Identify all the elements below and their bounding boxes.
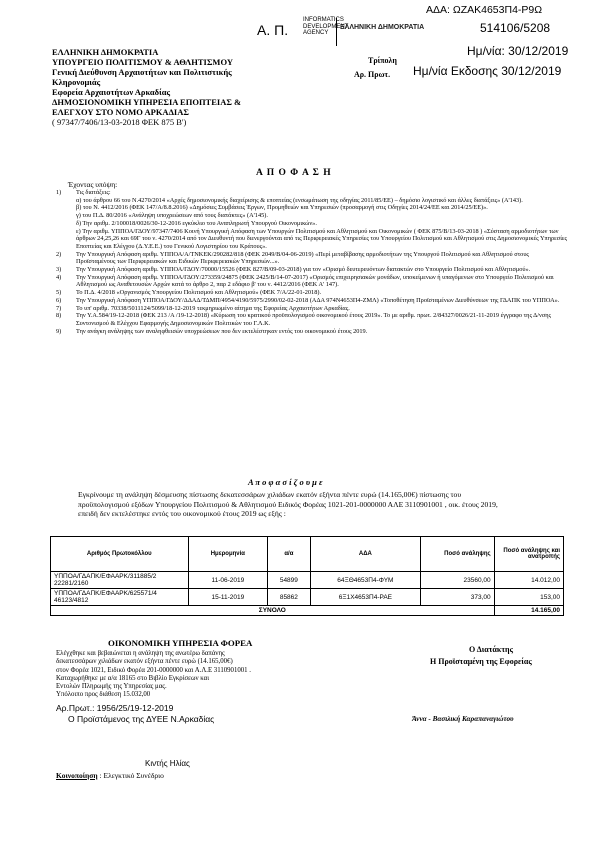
informatics-agency-label: [303, 17, 349, 37]
notification-label: Κοινοποίηση: [56, 771, 98, 780]
finance-certification: [56, 650, 326, 700]
finance-line: στον Φορέα 1021, Ειδικό Φορέα 201-0000000 και Α.Λ.Ε 3110901001 .: [56, 666, 251, 674]
notification-line: [56, 771, 164, 780]
header-line: ΥΠΟΥΡΓΕΙΟ ΠΟΛΙΤΙΣΜΟΥ & ΑΘΛΗΤΙΣΜΟΥ: [52, 57, 233, 67]
finance-line: Υπόλοιπο προς διάθεση 15.032,00: [56, 691, 151, 699]
finance-signer-name: Κιντής Ηλίας: [145, 759, 190, 768]
list-item: 1) Τις διατάξεις:: [56, 189, 111, 196]
issue-date: Ημ/νία Εκδοσης 30/12/2019: [413, 64, 562, 78]
finance-line: Καταχωρήθηκε με α/α 18165 στο Βιβλίο Εγκρίσεων και: [56, 674, 210, 682]
column-header: Ποσό ανάληψης: [421, 537, 494, 572]
finance-head: Ο Προϊστάμενος της ΔΥΕΕ Ν.Αρκαδίας: [68, 714, 215, 724]
column-header: ΑΔΑ: [310, 537, 421, 572]
document-title: Α Π Ο Φ Α Σ Η: [256, 168, 332, 178]
signer-name: Άννα - Βασιλική Καραπαναγιώτου: [412, 715, 514, 723]
ada-cell: 6Ξ1Χ4653Π4-ΡΑΕ: [310, 589, 421, 606]
list-item: 6) Την Υπουργική Απόφαση ΥΠΠΟΑ/ΓΔΟΥ/ΔΔΑΔ/ΤΔΜΠ/4954/4190/5975/2990/02-02-2018 (ΑΔΑ 974Ν4653Π4-ΖΜΛ) «Τοποθέτηση Προϊσταμένων Διευθύνσεων της ΓΔΑΠΚ του ΥΠΠΟΑ».: [56, 296, 560, 304]
issuer-header: [52, 47, 282, 127]
finance-protocol: Αρ.Πρωτ.: 1956/25/19-12-2019: [56, 703, 174, 713]
protocol-prefix: Α. Π.: [257, 22, 289, 38]
stamp-overprint: ΕΛΛΗΝΙΚΗ ΔΗΜΟΚΡΑΤΙΑ: [340, 24, 425, 31]
finance-line: δεκατεσσάρων χιλιάδων εκατόν εξήντα πέντε ευρώ (14.165,00€): [56, 658, 233, 666]
signer-role: Ο Διατάκτης: [469, 645, 513, 654]
header-line: ΕΛΕΓΧΟΥ ΣΤΟ ΝΟΜΟ ΑΡΚΑΔΙΑΣ: [52, 107, 189, 117]
serial-cell: 54899: [268, 572, 310, 589]
table-row: [51, 589, 564, 606]
total-label: ΣΥΝΟΛΟ: [51, 606, 495, 616]
list-item: δ) Την αριθμ. 2/100018/0026/30-12-2016 εγκύκλιο του Αναπληρωτή Υπουργού Οικονομικών».: [76, 219, 317, 227]
stamp-divider: [336, 18, 337, 46]
date-cell: 11-06-2019: [188, 572, 268, 589]
column-header: α/α: [268, 537, 310, 572]
serial-cell: 85862: [268, 589, 310, 606]
column-header: Ποσό ανάληψης και ανατροπής: [494, 537, 563, 572]
list-item: 7) Το υπ' αριθμ. 70338/5011124/5099/18-12-2019 τεκμηριωμένο αίτημα της Εφορείας Αρχαιοτήτων Αρκαδίας.: [56, 304, 350, 312]
ada-cell: 64ΞΘ4653Π4-ΦΥΜ: [310, 572, 421, 589]
table-header-row: [51, 537, 564, 572]
column-header: Ημερομηνία: [188, 537, 268, 572]
date-cell: 15-11-2019: [188, 589, 268, 606]
total-value: 14.165,00: [494, 606, 563, 616]
header-line: Εφορεία Αρχαιοτήτων Αρκαδίας: [52, 87, 171, 97]
finance-line: Εντολών Πληρωμής της Υπηρεσίας μας.: [56, 683, 167, 691]
considerations-list: [56, 189, 568, 335]
list-item: 2) Την Υπουργική Απόφαση αριθμ. ΥΠΠΟΑ/Α/ΤΝΚΕΚ/290282/818 (ΦΕΚ 2049/Β/04-06-2019) «Περί μεταβίβασης αρμοδιοτήτων της Υπουργού Πολιτισμού και Αθλητισμού στους Προϊσταμένους των Περιφερειακών και Ειδικών Περιφερειακών Υπηρεσιών...».: [56, 250, 529, 266]
protocol-cell: ΥΠΠΟΑ/ΓΔΑΠΚ/ΕΦΑΑΡΚ/311885/2 22281/2160: [51, 572, 189, 589]
commitments-table: [50, 536, 564, 616]
protocol-number: 514106/5208: [480, 21, 551, 35]
amount-cell: 373,00: [421, 589, 494, 606]
finance-line: Ελέγχθηκε και βεβαιώνεται η ανάληψη της ανωτέρω δαπάνης: [56, 650, 225, 657]
protocol-label: Αρ. Πρωτ.: [354, 70, 391, 79]
intro-text: Έχοντας υπόψη:: [68, 180, 118, 189]
amount-cell: 23560,00: [421, 572, 494, 589]
column-header: Αριθμός Πρωτοκόλλου: [51, 537, 189, 572]
signer-title: Η Προϊσταμένη της Εφορείας: [430, 657, 532, 666]
decision-text: Εγκρίνουμε τη ανάληψη δέσμευσης πίστωσης δεκατεσσάρων χιλιάδων εκατόν εξήντα πέντε ευρώ (14.165,00€) πίστωσης του προϋπολογισμού εξόδων Υπουργείου Πολιτισμού & Αθλητισμού Ειδικός Φορέας 1021-201-0000000 ΑΛΕ 3110901001 , οικ. έτους 2019, επειδή δεν εκτελέστηκε εντός του οικονομικού έτους 2019 ως εξής :: [78, 490, 498, 519]
stamp-date: Ημ/νία: 30/12/2019: [467, 44, 569, 58]
header-line: ΔΗΜΟΣΙΟΝΟΜΙΚΗ ΥΠΗΡΕΣΙΑ ΕΠΟΠΤΕΙΑΣ &: [52, 97, 242, 107]
table-total-row: [51, 606, 564, 616]
agency-line: AGENCY: [303, 30, 329, 36]
finance-title: ΟΙΚΟΝΟΜΙΚΗ ΥΠΗΡΕΣΙΑ ΦΟΡΕΑ: [108, 638, 253, 648]
protocol-cell: ΥΠΠΟΑ/ΓΔΑΠΚ/ΕΦΑΑΡΚ/625571/4 46123/4812: [51, 589, 189, 606]
header-line: Κληρονομιάς: [52, 77, 101, 87]
list-item: 8) Την Υ.Α.584/19-12-2018 (ΦΕΚ 213 /Α /19-12-2018) «Κύρωση του κρατικού προϋπολογισμού οικονομικού έτους 2019». Το με αριθμ. πρωτ. 2/84327/0026/21-11-2019 έγγραφο της Δ/νσης Συντονισμού & Ελέγχου Εφαρμογής Δημοσιονομικών Πολιτικών του Γ.Λ.Κ.: [56, 312, 552, 327]
list-item: β) του Ν. 4412/2016 (ΦΕΚ 147/Α/8.8.2016) «Δημόσιες Συμβάσεις Έργων, Προμηθειών και Υπηρεσιών (προσαρμογή στις Οδηγίες 2014/24/ΕΕ και 2014/25/ΕΕ)».: [76, 204, 488, 212]
list-item: α) του άρθρου 66 του Ν.4270/2014 «Αρχές δημοσιονομικής διαχείρισης & εποπτείας (ενσωμάτωση της οδηγίας 2011/85/ΕΕ) – δημόσιο λογιστικό και άλλες διατάξεις» (Α'143).: [76, 196, 523, 204]
amount-cell: 153,00: [494, 589, 563, 606]
decision-heading: Α π ο φ α σ ί ζ ο υ μ ε: [248, 477, 323, 487]
place-label: Τρίπολη: [368, 56, 397, 65]
notification-value: : Ελεγκτικό Συνέδριο: [99, 771, 164, 780]
table-row: [51, 572, 564, 589]
header-line: ( 97347/7406/13-03-2018 ΦΕΚ 875 Β'): [52, 117, 187, 127]
agency-line: INFORMATICS: [303, 17, 344, 23]
amount-cell: 14.012,00: [494, 572, 563, 589]
ada-code: ΑΔΑ: ΩΖΑΚ4653Π4-Ρ9Ω: [426, 4, 543, 16]
list-item: 5) Το Π.Δ. 4/2018 «Οργανισμός Υπουργείου Πολιτισμού και Αθλητισμού» (ΦΕΚ 7/Α/22-01-2018).: [56, 289, 322, 297]
list-item: 9) Την ανάγκη ανάληψης των αναληφθεισών υποχρεώσεων που δεν εκτελέστηκαν εντός του οικονομικού έτους 2019.: [56, 327, 368, 335]
list-item: 4) Την Υπουργική Απόφαση αριθμ. ΥΠΠΟΑ/ΓΔΟΥ/273359/24875 (ΦΕΚ 2425/Β/14-07-2017) «Ορισμός επιχειρησιακών μονάδων, υποκείμενων ή υπαγόμενων στο Υπουργείο Πολιτισμού και Αθλητισμού ως Αναθετουσών Αρχών κατά το άρθρο 2, παρ 2 εδάφιο β' του ν. 4412/2016 (ΦΕΚ Α' 147).: [56, 273, 554, 289]
list-item: 3) Την Υπουργική Απόφαση αριθμ. ΥΠΠΟΑ/ΓΔΟΥ/70000/15526 (ΦΕΚ 827/Β/09-03-2018) για τον «Ορισμό δευτερευόντων διατακτών στο Υπουργείο Πολιτισμού και Αθλητισμού».: [56, 266, 531, 274]
header-line: ΕΛΛΗΝΙΚΗ ΔΗΜΟΚΡΑΤΙΑ: [52, 47, 159, 57]
list-item: ε) Την αριθμ. ΥΠΠΟΑ/ΓΔΟΥ/97347/7406 Κοινή Υπουργική Απόφαση των Υπουργών Πολιτισμού και Αθλητισμού και Οικονομικών ( ΦΕΚ 875/Β/13-03-2018 ) «Σύσταση αρμοδιοτήτων των άρθρων 24,25,26 και 69Γ του ν. 4270/2014 από τον Διευθυντή που διενεργούνται από τις Περιφερειακές Υπηρεσίες του Υπουργείου Πολιτισμού και Αθλητισμού στις Δημοσιονομικές Υπηρεσίες Εποπτείας και Ελέγχου (Δ.Υ.Ε.Ε.) του Γενικού Λογιστηρίου του Κράτους».: [76, 227, 568, 250]
agency-line: DEVELOPMENT: [303, 23, 349, 30]
header-line: Γενική Διεύθυνση Αρχαιοτήτων και Πολιτιστικής: [52, 67, 232, 77]
list-item: γ) του Π.Δ. 80/2016 «Ανάληψη υποχρεώσεων από τους διατάκτες» (Α'145).: [76, 212, 268, 220]
